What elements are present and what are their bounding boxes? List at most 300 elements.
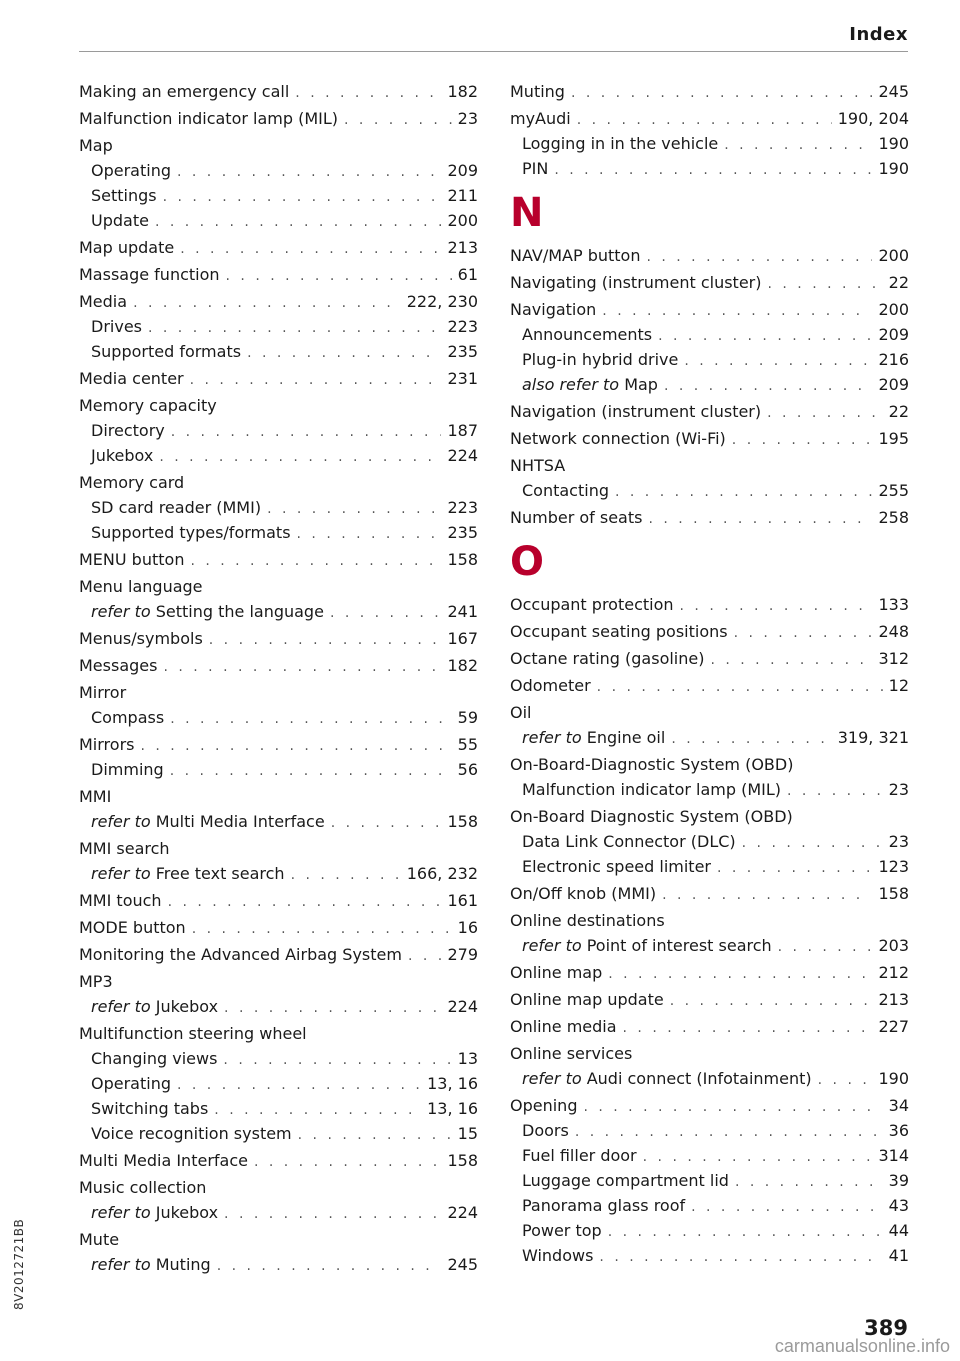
section-letter: N	[510, 190, 544, 236]
index-term	[522, 1218, 602, 1243]
dot-leader	[599, 1245, 882, 1270]
index-term-text: Mirrors	[79, 735, 135, 754]
page-reference[interactable]: 182	[447, 82, 478, 101]
index-entry	[510, 1041, 909, 1066]
dot-leader	[177, 160, 441, 185]
index-term-text: Update	[91, 211, 149, 230]
page-reference[interactable]: 16	[457, 918, 478, 937]
page-reference[interactable]: 34	[888, 1096, 909, 1115]
page-reference[interactable]: 13, 16	[427, 1074, 478, 1093]
index-term	[79, 680, 126, 705]
index-subentry	[510, 1118, 909, 1143]
index-subentry	[510, 1243, 909, 1268]
index-subentry	[510, 1193, 909, 1218]
index-term	[510, 804, 793, 829]
index-term	[79, 915, 186, 940]
index-term	[79, 574, 203, 599]
dot-leader	[671, 727, 831, 752]
cross-reference-label: refer to	[91, 602, 151, 621]
index-term-text: Settings	[91, 186, 157, 205]
page-reference[interactable]: 161	[447, 891, 478, 910]
index-term-text: Electronic speed limiter	[522, 857, 711, 876]
index-subentry	[510, 1168, 909, 1193]
page-reference[interactable]: 235	[447, 523, 478, 542]
index-term	[79, 79, 289, 104]
index-subentry	[510, 933, 909, 958]
index-term-text: Media center	[79, 369, 184, 388]
index-term-text: Multi Media Interface	[155, 812, 325, 831]
page-reference[interactable]: 22	[888, 402, 909, 421]
page-reference[interactable]: 158	[447, 812, 478, 831]
page-reference[interactable]: 39	[888, 1171, 909, 1190]
page-reference[interactable]: 209	[447, 161, 478, 180]
index-term	[510, 908, 665, 933]
page-reference[interactable]: 195	[878, 429, 909, 448]
index-subentry	[79, 1121, 478, 1146]
index-term	[79, 393, 217, 418]
index-term	[522, 1243, 593, 1268]
dot-leader	[717, 856, 872, 881]
dot-leader	[344, 108, 452, 133]
cross-reference-label: refer to	[91, 1255, 151, 1274]
page-reference[interactable]: 187	[447, 421, 478, 440]
page-reference[interactable]: 167	[447, 629, 478, 648]
index-term-text: Logging in in the vehicle	[522, 134, 719, 153]
index-term	[510, 106, 571, 131]
index-term	[79, 653, 157, 678]
index-entry	[510, 987, 909, 1012]
index-entry	[510, 270, 909, 295]
dot-leader	[267, 497, 441, 522]
index-term-text: On/Off knob (MMI)	[510, 884, 657, 903]
index-term	[510, 752, 793, 777]
index-subentry	[79, 495, 478, 520]
index-term	[79, 1021, 307, 1046]
index-term-text: Messages	[79, 656, 158, 675]
index-entry	[79, 1021, 478, 1046]
index-term	[91, 339, 241, 364]
index-term-text: Engine oil	[586, 728, 666, 747]
dot-leader	[577, 108, 832, 133]
index-term-text: Dimming	[91, 760, 164, 779]
page-reference[interactable]: 23	[457, 109, 478, 128]
index-term-text: Jukebox	[155, 1203, 219, 1222]
index-subentry	[79, 1046, 478, 1071]
index-term	[91, 1252, 211, 1277]
index-term	[510, 1093, 577, 1118]
dot-leader	[331, 811, 442, 836]
page-reference[interactable]: 209	[878, 375, 909, 394]
index-term	[79, 626, 203, 651]
dot-leader	[171, 420, 442, 445]
index-term	[79, 235, 174, 260]
dot-leader	[662, 883, 872, 908]
index-term	[79, 289, 127, 314]
index-term-text: Audi connect (Infotainment)	[586, 1069, 812, 1088]
index-term	[522, 725, 665, 750]
index-subentry	[79, 183, 478, 208]
page-reference[interactable]: 22	[888, 273, 909, 292]
page-reference[interactable]: 248	[878, 622, 909, 641]
dot-leader	[575, 1120, 883, 1145]
index-term	[510, 1041, 632, 1066]
page-reference[interactable]: 224	[447, 997, 478, 1016]
index-subentry	[510, 131, 909, 156]
page-reference[interactable]: 312	[878, 649, 909, 668]
page-reference[interactable]: 231	[447, 369, 478, 388]
index-term-text: Doors	[522, 1121, 569, 1140]
page-reference[interactable]: 222, 230	[406, 292, 478, 311]
cross-reference-label: also refer to	[522, 375, 620, 394]
index-term	[91, 208, 149, 233]
index-term-text: Supported formats	[91, 342, 242, 361]
index-entry	[510, 908, 909, 933]
page-reference[interactable]: 200	[878, 246, 909, 265]
dot-leader	[330, 601, 442, 626]
dot-leader	[247, 341, 441, 366]
index-entry	[79, 942, 478, 967]
index-entry	[79, 547, 478, 572]
page-reference[interactable]: 255	[878, 481, 909, 500]
index-term-text: Map	[624, 375, 658, 394]
index-entry	[510, 752, 909, 777]
index-term-text: Menus/symbols	[79, 629, 203, 648]
page-header-title: Index	[849, 24, 908, 45]
dot-leader	[224, 1202, 441, 1227]
dot-leader	[554, 158, 872, 183]
page-reference[interactable]: 190	[878, 134, 909, 153]
index-subentry	[79, 1071, 478, 1096]
page-reference[interactable]: 55	[457, 735, 478, 754]
dot-leader	[787, 779, 883, 804]
index-term	[79, 547, 184, 572]
cross-reference-label: refer to	[522, 1069, 582, 1088]
index-term-text: Changing views	[91, 1049, 218, 1068]
index-term	[79, 888, 162, 913]
index-entry	[510, 592, 909, 617]
index-term-text: Setting the language	[155, 602, 324, 621]
page-reference[interactable]: 241	[447, 602, 478, 621]
index-term-text: On-Board-Diagnostic System (OBD)	[510, 755, 794, 774]
page-reference[interactable]: 36	[888, 1121, 909, 1140]
index-term	[510, 960, 602, 985]
page-reference[interactable]: 216	[878, 350, 909, 369]
dot-leader	[684, 349, 872, 374]
index-term	[522, 829, 736, 854]
page-reference[interactable]: 15	[457, 1124, 478, 1143]
page-reference[interactable]: 56	[457, 760, 478, 779]
index-term	[79, 106, 338, 131]
dot-leader	[177, 1073, 421, 1098]
index-subentry	[510, 777, 909, 802]
index-term-text: Memory capacity	[79, 396, 217, 415]
index-term-text: MODE button	[79, 918, 186, 937]
page-reference[interactable]: 258	[878, 508, 909, 527]
dot-leader	[742, 831, 883, 856]
index-term	[522, 854, 711, 879]
index-subentry	[79, 208, 478, 233]
index-term-text: Mirror	[79, 683, 127, 702]
index-term-text: Operating	[91, 161, 171, 180]
index-term-text: Navigation (instrument cluster)	[510, 402, 762, 421]
index-entry	[79, 262, 478, 287]
page-reference[interactable]: 223	[447, 317, 478, 336]
index-term-text: Mute	[79, 1230, 120, 1249]
index-term-text: Monitoring the Advanced Airbag System	[79, 945, 402, 964]
index-entry	[510, 1014, 909, 1039]
index-term-text: Power top	[522, 1221, 602, 1240]
dot-leader	[133, 291, 401, 316]
index-term	[91, 809, 325, 834]
index-term	[79, 836, 170, 861]
index-term	[91, 705, 164, 730]
index-term	[510, 1014, 617, 1039]
index-term-text: Jukebox	[155, 997, 219, 1016]
page-reference[interactable]: 235	[447, 342, 478, 361]
page-reference[interactable]: 211	[447, 186, 478, 205]
page-reference[interactable]: 245	[447, 1255, 478, 1274]
index-entry	[79, 888, 478, 913]
index-term-text: Map	[79, 136, 113, 155]
index-term	[91, 495, 261, 520]
index-term-text: Drives	[91, 317, 142, 336]
index-term-text: Panorama glass roof	[522, 1196, 686, 1215]
index-entry	[79, 106, 478, 131]
index-term	[79, 942, 402, 967]
index-subentry	[79, 809, 478, 834]
dot-leader	[623, 1016, 873, 1041]
dot-leader	[768, 272, 883, 297]
index-subentry	[510, 725, 909, 750]
page-reference[interactable]: 212	[878, 963, 909, 982]
index-term-text: Map update	[79, 238, 175, 257]
page-reference[interactable]: 279	[447, 945, 478, 964]
index-subentry	[79, 443, 478, 468]
index-term	[510, 881, 656, 906]
index-entry	[510, 79, 909, 104]
page-number: 389	[864, 1316, 908, 1340]
index-term	[91, 994, 218, 1019]
page-reference[interactable]: 319, 321	[837, 728, 909, 747]
index-term-text: Voice recognition system	[91, 1124, 292, 1143]
page-reference[interactable]: 12	[888, 676, 909, 695]
index-entry	[510, 426, 909, 451]
index-term	[91, 1121, 292, 1146]
index-term-text: Media	[79, 292, 128, 311]
index-term-text: Making an emergency call	[79, 82, 290, 101]
dot-leader	[190, 368, 442, 393]
dot-leader	[658, 324, 872, 349]
page-reference[interactable]: 213	[878, 990, 909, 1009]
page-reference[interactable]: 13	[457, 1049, 478, 1068]
index-entry	[79, 1148, 478, 1173]
page-reference[interactable]: 190	[878, 1069, 909, 1088]
index-entry	[79, 366, 478, 391]
index-term-text: PIN	[522, 159, 549, 178]
index-entry	[79, 79, 478, 104]
dot-leader	[778, 935, 873, 960]
index-term-text: Switching tabs	[91, 1099, 209, 1118]
dot-leader	[190, 549, 441, 574]
index-term	[522, 347, 678, 372]
dot-leader	[710, 648, 872, 673]
index-entry	[79, 133, 478, 158]
page-reference[interactable]: 227	[878, 1017, 909, 1036]
index-subentry	[79, 1252, 478, 1277]
dot-leader	[648, 507, 872, 532]
page-reference[interactable]: 123	[878, 857, 909, 876]
page-reference[interactable]: 23	[888, 780, 909, 799]
index-term	[522, 1168, 729, 1193]
dot-leader	[608, 1220, 883, 1245]
index-term	[510, 426, 726, 451]
page-reference[interactable]: 224	[447, 446, 478, 465]
dot-leader	[214, 1098, 421, 1123]
index-term	[79, 262, 220, 287]
index-entry	[79, 1227, 478, 1252]
dot-leader	[597, 675, 883, 700]
index-term-text: Operating	[91, 1074, 171, 1093]
page-reference[interactable]: 200	[878, 300, 909, 319]
page-reference[interactable]: 166, 232	[406, 864, 478, 883]
page-reference[interactable]: 158	[447, 550, 478, 569]
document-code: 8V2012721BB	[12, 1218, 26, 1310]
page-reference[interactable]: 245	[878, 82, 909, 101]
page-reference[interactable]: 158	[447, 1151, 478, 1170]
index-term	[91, 314, 142, 339]
index-subentry	[79, 158, 478, 183]
section-letter: O	[510, 539, 545, 585]
index-term	[510, 987, 664, 1012]
index-entry	[79, 732, 478, 757]
index-entry	[510, 700, 909, 725]
dot-leader	[217, 1254, 442, 1279]
page-reference[interactable]: 59	[457, 708, 478, 727]
index-term-text: Muting	[510, 82, 565, 101]
index-term	[522, 478, 609, 503]
index-term-text: Online destinations	[510, 911, 665, 930]
dot-leader	[226, 264, 452, 289]
dot-leader	[140, 734, 451, 759]
index-term	[91, 861, 285, 886]
index-term	[510, 619, 728, 644]
index-term-text: Online map	[510, 963, 603, 982]
index-term	[522, 372, 658, 397]
index-entry	[79, 289, 478, 314]
index-term-text: Online services	[510, 1044, 633, 1063]
index-term-text: Compass	[91, 708, 165, 727]
header-divider	[79, 51, 908, 52]
page-reference[interactable]: 13, 16	[427, 1099, 478, 1118]
index-subentry	[510, 1066, 909, 1091]
index-term-text: Opening	[510, 1096, 578, 1115]
index-subentry	[79, 418, 478, 443]
index-term	[522, 156, 548, 181]
cross-reference-label: refer to	[522, 728, 582, 747]
page-reference[interactable]: 224	[447, 1203, 478, 1222]
index-entry	[79, 653, 478, 678]
index-term-text: Jukebox	[91, 446, 154, 465]
index-column-right	[510, 77, 909, 1268]
dot-leader	[818, 1068, 873, 1093]
page-reference[interactable]: 23	[888, 832, 909, 851]
dot-leader	[583, 1095, 882, 1120]
index-entry	[79, 784, 478, 809]
index-term	[91, 520, 291, 545]
index-term	[91, 757, 164, 782]
index-subentry	[79, 1200, 478, 1225]
index-term-text: Number of seats	[510, 508, 643, 527]
page-reference[interactable]: 190	[878, 159, 909, 178]
index-term-text: Music collection	[79, 1178, 207, 1197]
dot-leader	[170, 707, 451, 732]
page-reference[interactable]: 314	[878, 1146, 909, 1165]
dot-leader	[732, 428, 873, 453]
page-reference[interactable]: 44	[888, 1221, 909, 1240]
page-reference[interactable]: 61	[457, 265, 478, 284]
index-subentry	[79, 599, 478, 624]
index-term-text: Multifunction steering wheel	[79, 1024, 307, 1043]
index-term	[510, 505, 642, 530]
index-term	[91, 599, 324, 624]
page-reference[interactable]: 203	[878, 936, 909, 955]
index-term-text: Online map update	[510, 990, 664, 1009]
index-term-text: NAV/MAP button	[510, 246, 641, 265]
dot-leader	[159, 445, 441, 470]
page-reference[interactable]: 223	[447, 498, 478, 517]
page-reference[interactable]: 158	[878, 884, 909, 903]
cross-reference-label: refer to	[91, 997, 151, 1016]
index-subentry	[79, 314, 478, 339]
page-reference[interactable]: 41	[888, 1246, 909, 1265]
page-reference[interactable]: 209	[878, 325, 909, 344]
index-term	[79, 969, 113, 994]
index-entry	[79, 836, 478, 861]
index-term	[522, 777, 781, 802]
page-reference[interactable]: 213	[447, 238, 478, 257]
page-reference[interactable]: 43	[888, 1196, 909, 1215]
index-term-text: NHTSA	[510, 456, 566, 475]
dot-leader	[297, 522, 442, 547]
index-entry	[510, 1093, 909, 1118]
dot-leader	[680, 594, 873, 619]
index-subentry	[510, 478, 909, 503]
dot-leader	[170, 759, 452, 784]
page-reference[interactable]: 133	[878, 595, 909, 614]
index-term-text: Octane rating (gasoline)	[510, 649, 705, 668]
cross-reference-label: refer to	[91, 864, 151, 883]
dot-leader	[224, 996, 441, 1021]
page-reference[interactable]: 182	[447, 656, 478, 675]
dot-leader	[254, 1150, 441, 1175]
index-entry	[79, 915, 478, 940]
index-subentry	[510, 854, 909, 879]
dot-leader	[180, 237, 441, 262]
index-term-text: Oil	[510, 703, 532, 722]
index-term	[522, 1066, 812, 1091]
page-reference[interactable]: 200	[447, 211, 478, 230]
index-term	[510, 673, 591, 698]
index-entry	[510, 646, 909, 671]
index-subentry	[79, 705, 478, 730]
index-term	[91, 443, 153, 468]
index-term-text: myAudi	[510, 109, 571, 128]
index-subentry	[510, 1143, 909, 1168]
page-reference[interactable]: 190, 204	[837, 109, 909, 128]
index-term-text: MMI search	[79, 839, 170, 858]
index-entry	[510, 881, 909, 906]
dot-leader	[670, 989, 873, 1014]
